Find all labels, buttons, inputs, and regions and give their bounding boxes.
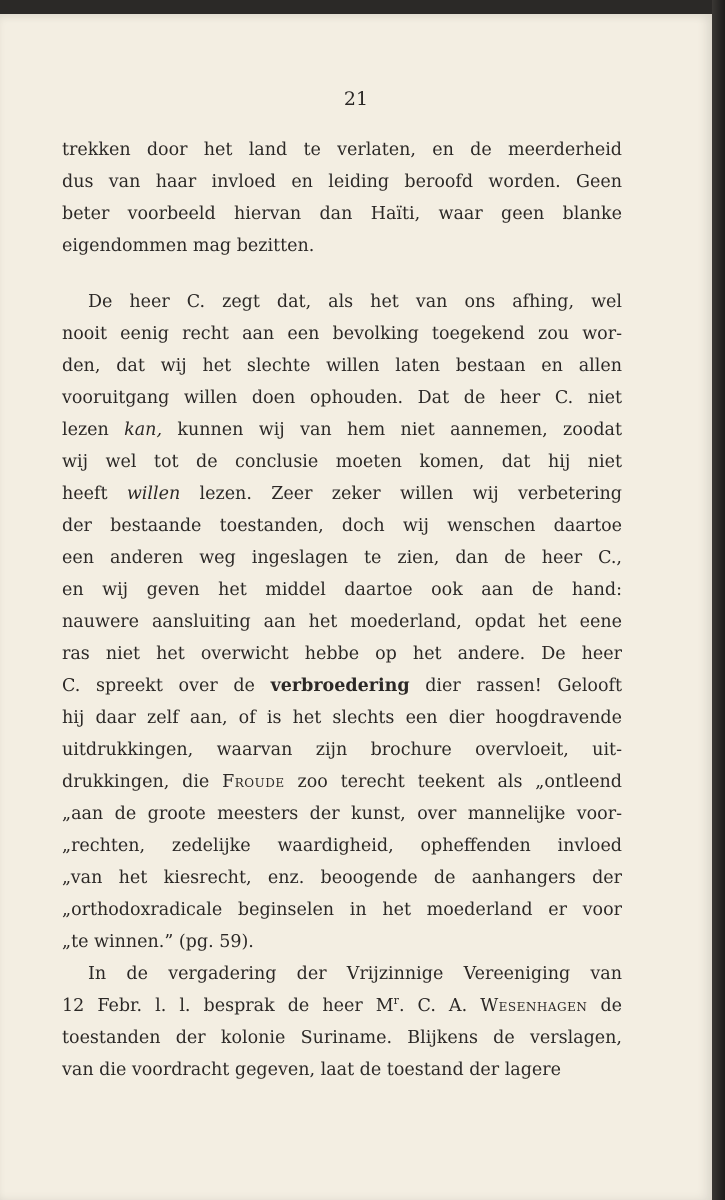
- text-line: [62, 1022, 622, 1054]
- text-line: [62, 382, 622, 414]
- text-line: [62, 198, 622, 230]
- text-run: dier rassen! Gelooft: [409, 676, 622, 696]
- text-run: de: [587, 996, 623, 1016]
- text-run: verbroedering: [270, 676, 410, 696]
- text-line: [62, 670, 622, 702]
- text-line: [62, 638, 622, 670]
- text-line: [62, 606, 622, 638]
- text-run: Wesenhagen: [480, 996, 588, 1016]
- text-run: C. spreekt over de: [62, 676, 271, 696]
- text-run: 12 Febr. l. l. besprak de heer M: [62, 996, 394, 1016]
- text-run: . C. A.: [398, 996, 481, 1016]
- text-run: kan,: [124, 420, 163, 440]
- scan-right-border: [712, 0, 725, 1200]
- text-line: [62, 734, 622, 766]
- text-run: beter voorbeeld hiervan dan Haïti, waar geen blanke: [62, 204, 622, 224]
- text-line: [62, 134, 622, 166]
- text-run: drukkingen, die: [62, 772, 223, 792]
- text-run: lezen. Zeer zeker willen wij verbetering: [180, 484, 622, 504]
- text-run: uitdrukkingen, waarvan zijn brochure overvloeit, uit-: [62, 740, 622, 760]
- text-run: en wij geven het middel daartoe ook aan de hand:: [62, 580, 622, 600]
- text-line: [62, 478, 622, 510]
- book-page: [0, 14, 712, 1200]
- text-line: [62, 542, 622, 574]
- text-run: Froude: [222, 772, 285, 792]
- text-run: nooit eenig recht aan een bevolking toegekend zou wor-: [62, 324, 622, 344]
- text-line: [62, 766, 622, 798]
- text-line: [62, 894, 622, 926]
- text-line: [62, 446, 622, 478]
- text-line: [88, 958, 622, 990]
- text-run: kunnen wij van hem niet aannemen, zoodat: [162, 420, 622, 440]
- text-run: een anderen weg ingeslagen te zien, dan de heer C.,: [62, 548, 622, 568]
- text-run: „van het kiesrecht, enz. beoogende de aanhangers der: [62, 868, 622, 888]
- text-line: [62, 510, 622, 542]
- text-run: willen: [126, 484, 181, 504]
- text-line: [62, 926, 622, 958]
- text-run: der bestaande toestanden, doch wij wenschen daartoe: [62, 516, 622, 536]
- text-run: hij daar zelf aan, of is het slechts een dier hoogdravende: [62, 708, 622, 728]
- text-line: [62, 830, 622, 862]
- text-run: „rechten, zedelijke waardigheid, opheffenden invloed: [62, 836, 622, 856]
- text-line: [62, 798, 622, 830]
- text-run: van die voordracht gegeven, laat de toestand der lagere: [62, 1060, 562, 1080]
- text-run: trekken door het land te verlaten, en de meerderheid: [62, 140, 622, 160]
- page-number: 21: [343, 88, 369, 110]
- text-run: wij wel tot de conclusie moeten komen, dat hij niet: [62, 452, 622, 472]
- text-run: De heer C. zegt dat, als het van ons afhing, wel: [88, 292, 622, 312]
- text-run: ras niet het overwicht hebbe op het andere. De heer: [62, 644, 622, 664]
- text-run: dus van haar invloed en leiding beroofd worden. Geen: [62, 172, 622, 192]
- text-line: [62, 414, 622, 446]
- text-run: r: [393, 994, 399, 1008]
- text-line: [62, 862, 622, 894]
- text-run: lezen: [62, 420, 125, 440]
- text-run: „te winnen.” (pg. 59).: [62, 932, 254, 952]
- text-line: [62, 318, 622, 350]
- text-line: [62, 230, 622, 262]
- text-line: [62, 990, 622, 1022]
- text-line: [62, 574, 622, 606]
- text-run: toestanden der kolonie Suriname. Blijkens de verslagen,: [62, 1028, 622, 1048]
- text-run: In de vergadering der Vrijzinnige Vereeniging van: [88, 964, 622, 984]
- text-run: heeft: [62, 484, 127, 504]
- text-line: [62, 702, 622, 734]
- scan-top-border: [0, 0, 725, 14]
- text-line: [88, 286, 622, 318]
- text-run: vooruitgang willen doen ophouden. Dat de heer C. niet: [62, 388, 622, 408]
- text-line: [62, 166, 622, 198]
- text-run: nauwere aansluiting aan het moederland, opdat het eene: [62, 612, 622, 632]
- text-run: „aan de groote meesters der kunst, over mannelijke voor-: [62, 804, 622, 824]
- text-run: den, dat wij het slechte willen laten bestaan en allen: [62, 356, 622, 376]
- text-run: „orthodoxradicale beginselen in het moederland er voor: [62, 900, 622, 920]
- text-line: [62, 1054, 622, 1086]
- text-run: eigendommen mag bezitten.: [62, 236, 315, 256]
- text-line: [62, 350, 622, 382]
- text-run: zoo terecht teekent als „ontleend: [284, 772, 622, 792]
